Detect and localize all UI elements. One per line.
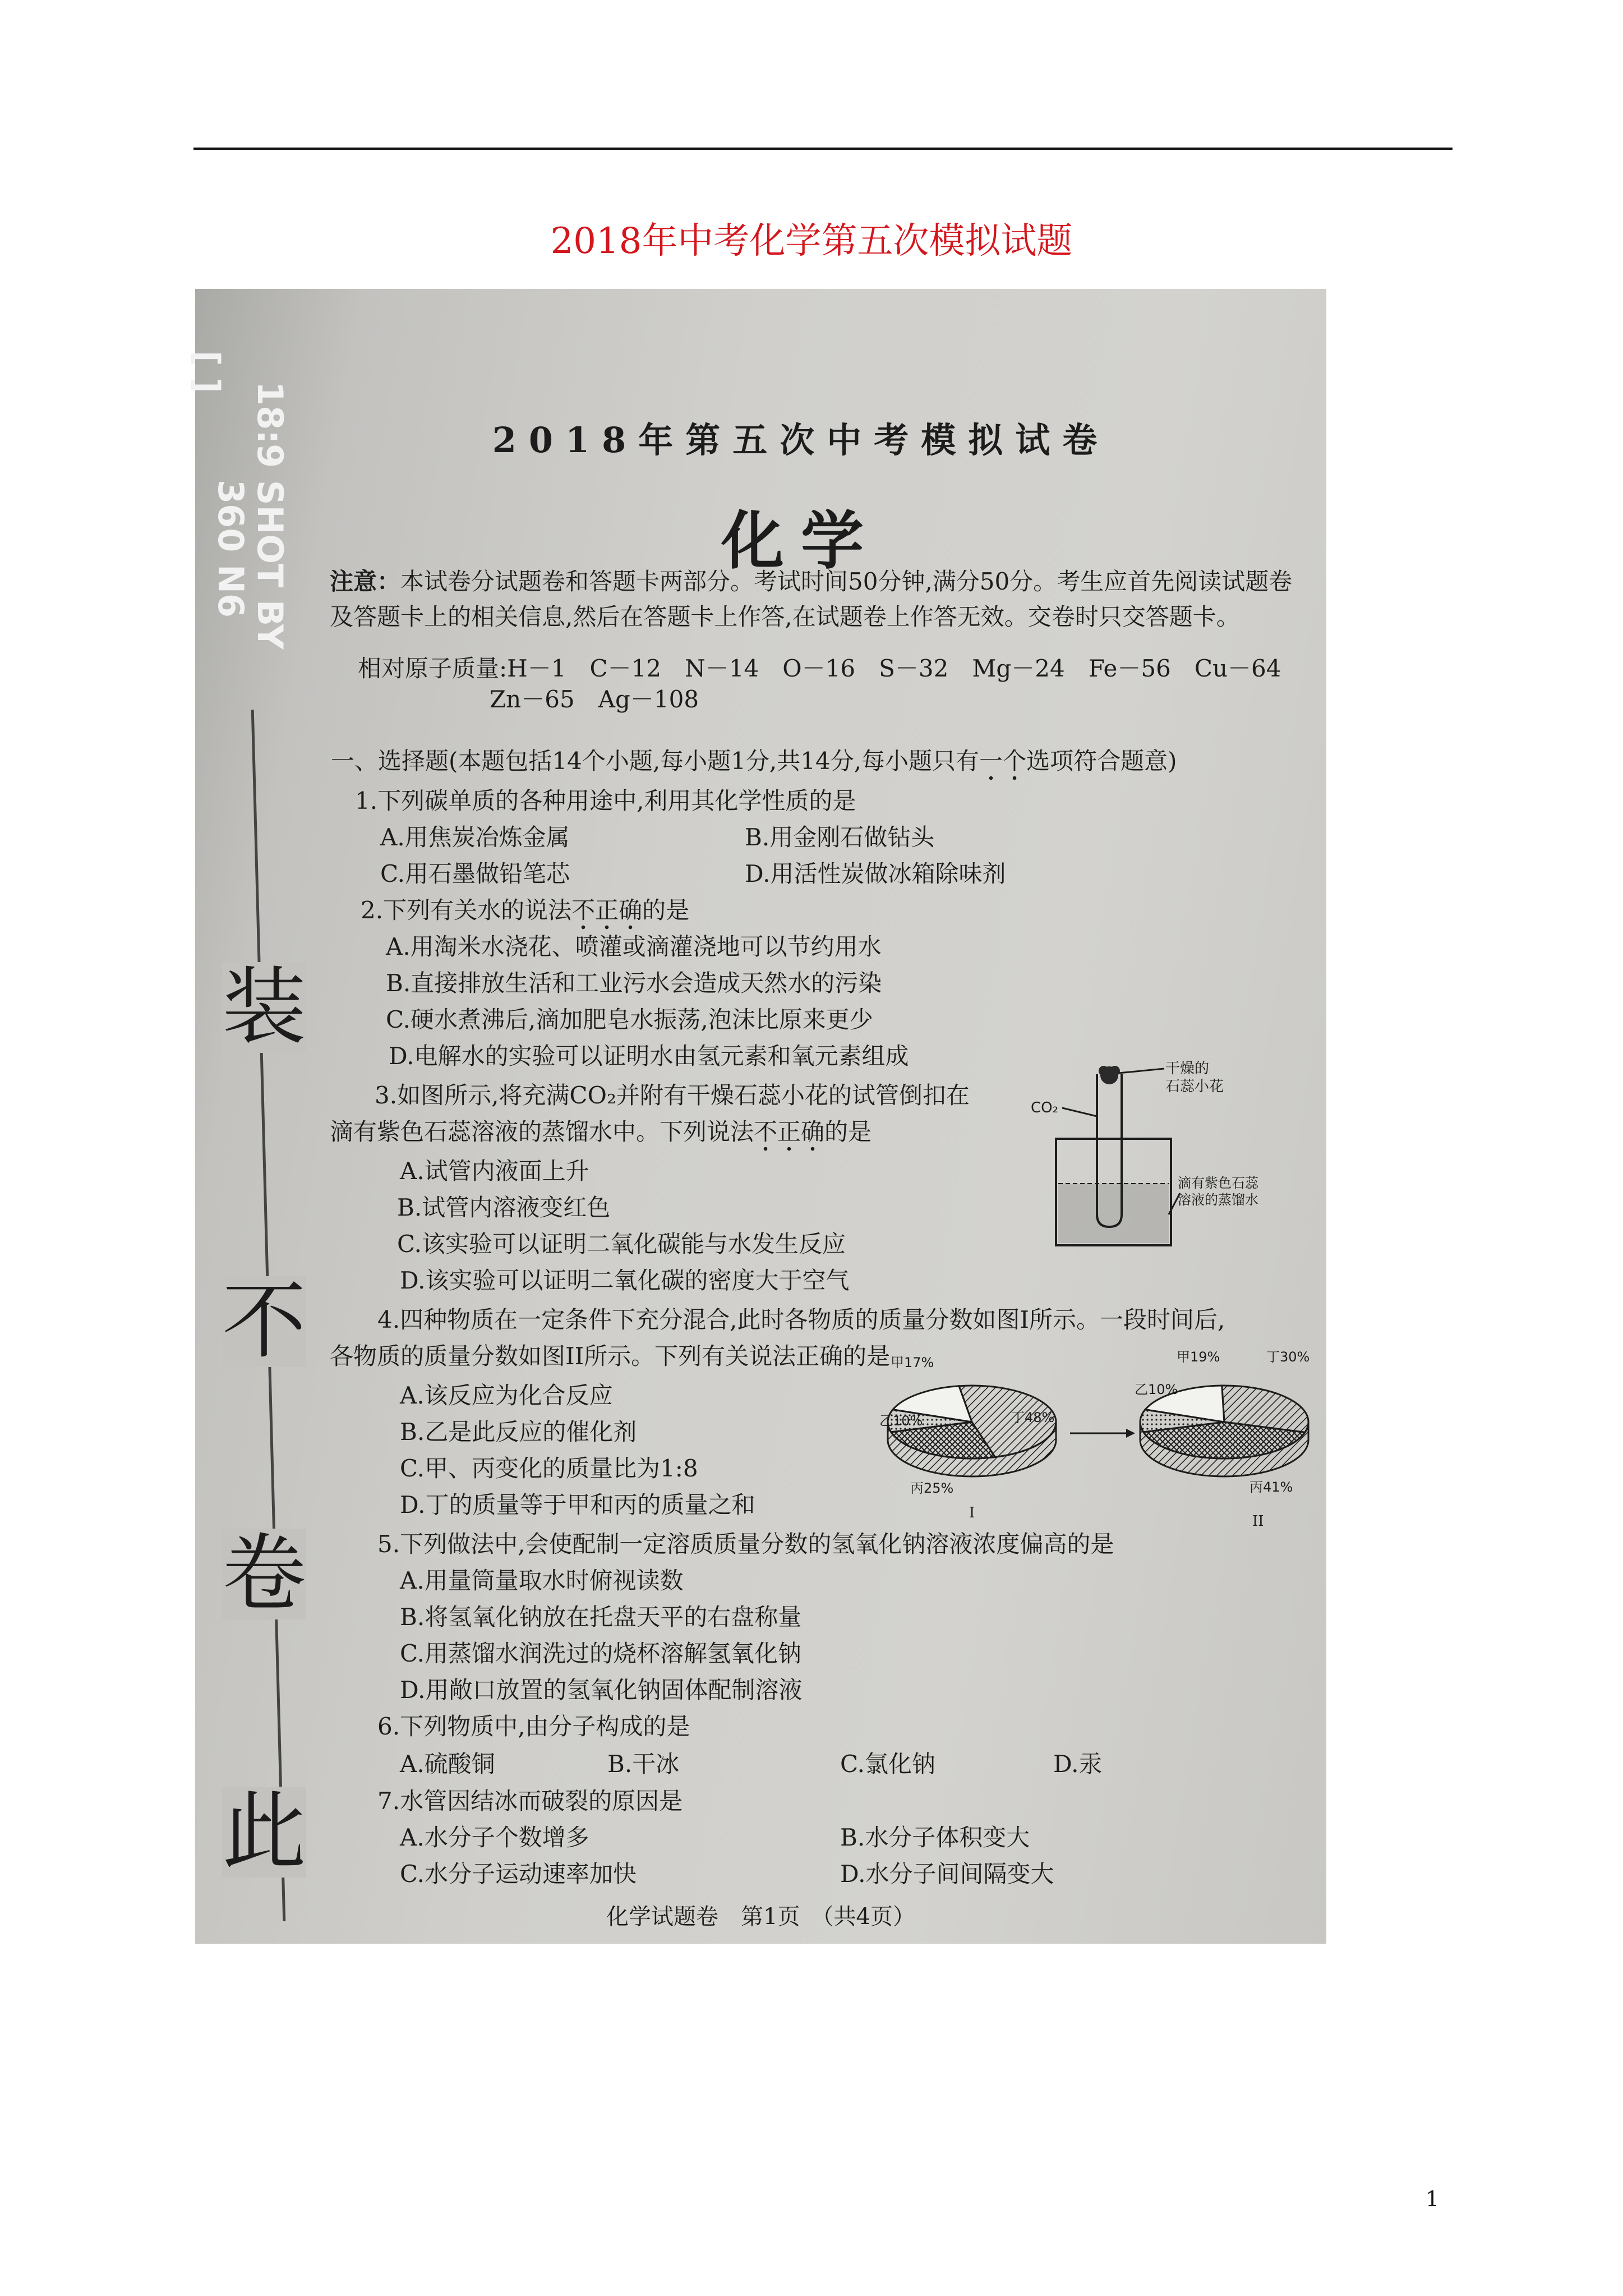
co2-experiment-figure [1031, 1060, 1258, 1248]
top-rule [193, 148, 1453, 150]
page-number: 1 [1426, 2187, 1440, 2211]
atomic-masses-line1: 相对原子质量:H－1 C－12 N－14 O－16 S－32 Mg－24 Fe－56 Cu－64 [358, 655, 1281, 682]
binding-char: 此 [222, 1783, 307, 1881]
question-stem: 2.下列有关水的说法不正确的是 [361, 892, 689, 926]
question-option: C.硬水煮沸后,滴加肥皂水振荡,泡沫比原来更少 [386, 1006, 873, 1033]
pie2-label-ding: 丁30% [1266, 1349, 1310, 1365]
question-option: A.用焦炭冶炼金属 [380, 823, 570, 851]
question-option: D.水分子间间隔变大 [840, 1860, 1054, 1888]
question-option: B.用金刚石做钻头 [745, 823, 935, 851]
watermark-bracket: [ ] [187, 351, 227, 393]
binding-char: 装 [222, 959, 307, 1056]
question-option: A.水分子个数增多 [400, 1824, 589, 1851]
pie2-label-jia: 甲19% [1177, 1349, 1220, 1365]
flower-label-2: 石蕊小花 [1165, 1078, 1224, 1095]
question-option: C.用蒸馏水润洗过的烧杯溶解氢氧化钠 [400, 1640, 801, 1667]
emphasis-dots: 不正确 [754, 1118, 824, 1152]
solution-label-2: 溶液的蒸馏水 [1178, 1192, 1258, 1208]
question-option: B.水分子体积变大 [840, 1824, 1030, 1851]
co2-label: CO₂ [1031, 1099, 1059, 1116]
question-option: D.电解水的实验可以证明水由氢元素和氧元素组成 [389, 1042, 909, 1070]
pie2-label-bing: 丙41% [1249, 1479, 1293, 1495]
solution-label-1: 滴有紫色石蕊 [1178, 1175, 1258, 1191]
document-title: 2018年中考化学第五次模拟试题 [550, 220, 1073, 262]
question-stem: 7.水管因结冰而破裂的原因是 [377, 1787, 683, 1815]
question-option: A.用淘米水浇花、喷灌或滴灌浇地可以节约用水 [386, 933, 882, 960]
question-option: D.丁的质量等于甲和丙的质量之和 [400, 1491, 755, 1519]
question-stem: 1.下列碳单质的各种用途中,利用其化学性质的是 [355, 787, 856, 815]
question-stem: 6.下列物质中,由分子构成的是 [377, 1713, 690, 1740]
exam-notice [330, 564, 1294, 634]
question-stem: 4.四种物质在一定条件下充分混合,此时各物质的质量分数如图I所示。一段时间后, [377, 1306, 1225, 1333]
emphasis-dots: 不正确 [571, 896, 642, 931]
question-option: B.试管内溶液变红色 [397, 1194, 611, 1221]
question-option: A.该反应为化合反应 [400, 1382, 613, 1409]
question-option: C.该实验可以证明二氧化碳能与水发生反应 [397, 1230, 846, 1258]
pie2-caption: II [1252, 1513, 1264, 1530]
question-option: C.氯化钠 [840, 1750, 935, 1778]
binding-margin [195, 710, 319, 1944]
question-option: D.该实验可以证明二氧化碳的密度大于空气 [400, 1267, 850, 1294]
exam-subject: 化学 [721, 504, 880, 578]
notice-label: 注意： [330, 568, 401, 595]
flower-label-1: 干燥的 [1165, 1060, 1210, 1077]
question-option: B.干冰 [607, 1750, 680, 1778]
question-stem: 5.下列做法中,会使配制一定溶质质量分数的氢氧化钠溶液浓度偏高的是 [377, 1530, 1114, 1558]
arrow-head [1126, 1429, 1135, 1438]
question-stem-continued: 各物质的质量分数如图II所示。下列有关说法正确的是 [330, 1342, 891, 1370]
pie1-label-jia: 甲17% [891, 1355, 934, 1370]
pie-chart-ii [1140, 1386, 1308, 1476]
question-stem-continued: 滴有紫色石蕊溶液的蒸馏水中。下列说法不正确的是 [330, 1114, 872, 1147]
pie2-label-yi: 乙10% [1135, 1382, 1178, 1397]
question-option: B.将氢氧化钠放在托盘天平的右盘称量 [400, 1603, 802, 1631]
question-option: D.用敞口放置的氢氧化钠固体配制溶液 [400, 1676, 803, 1704]
exam-photo [187, 289, 1326, 1944]
question-option: C.甲、丙变化的质量比为1:8 [400, 1455, 698, 1482]
question-option: A.试管内液面上升 [400, 1157, 589, 1185]
notice-text: 本试卷分试题卷和答题卡两部分。考试时间50分钟,满分50分。考生应首先阅读试题卷及答题卡上的相关信息,然后在答题卡上作答,在试题卷上作答无效。交卷时只交答题卡。 [330, 568, 1293, 631]
question-option: A.用量筒量取水时俯视读数 [400, 1567, 684, 1594]
emphasis-dots: 一个 [979, 747, 1026, 781]
pie1-label-yi: 乙10% [879, 1413, 923, 1429]
question-stem: 3.如图所示,将充满CO₂并附有干燥石蕊小花的试管倒扣在 [375, 1082, 970, 1109]
binding-char: 不 [222, 1273, 307, 1370]
question-option: C.水分子运动速率加快 [400, 1860, 637, 1888]
section-heading: 一、选择题(本题包括14个小题,每小题1分,共14分,每小题只有一个选项符合题意) [331, 743, 1318, 779]
pie1-label-ding: 丁48% [1011, 1410, 1055, 1425]
question-option: D.汞 [1053, 1750, 1103, 1778]
binding-char: 卷 [222, 1525, 307, 1623]
atomic-masses-line2: Zn－65 Ag－108 [490, 685, 699, 713]
watermark-line2: 360 N6 [210, 480, 251, 618]
watermark-line1: 18:9 SHOT BY [250, 381, 291, 650]
question-option: B.乙是此反应的催化剂 [400, 1418, 637, 1446]
exam-footer: 化学试题卷 第1页 （共4页） [606, 1904, 915, 1930]
exam-header: 2018年第五次中考模拟试卷 [492, 420, 1110, 461]
question-option: B.直接排放生活和工业污水会造成天然水的污染 [386, 969, 882, 997]
question-option: A.硫酸铜 [400, 1750, 495, 1778]
pie1-label-bing: 丙25% [910, 1480, 954, 1496]
question-option: C.用石墨做铅笔芯 [380, 860, 570, 887]
pie-chart-i [888, 1386, 1056, 1476]
question-option: D.用活性炭做冰箱除味剂 [745, 860, 1006, 887]
pie1-caption: I [969, 1504, 975, 1521]
